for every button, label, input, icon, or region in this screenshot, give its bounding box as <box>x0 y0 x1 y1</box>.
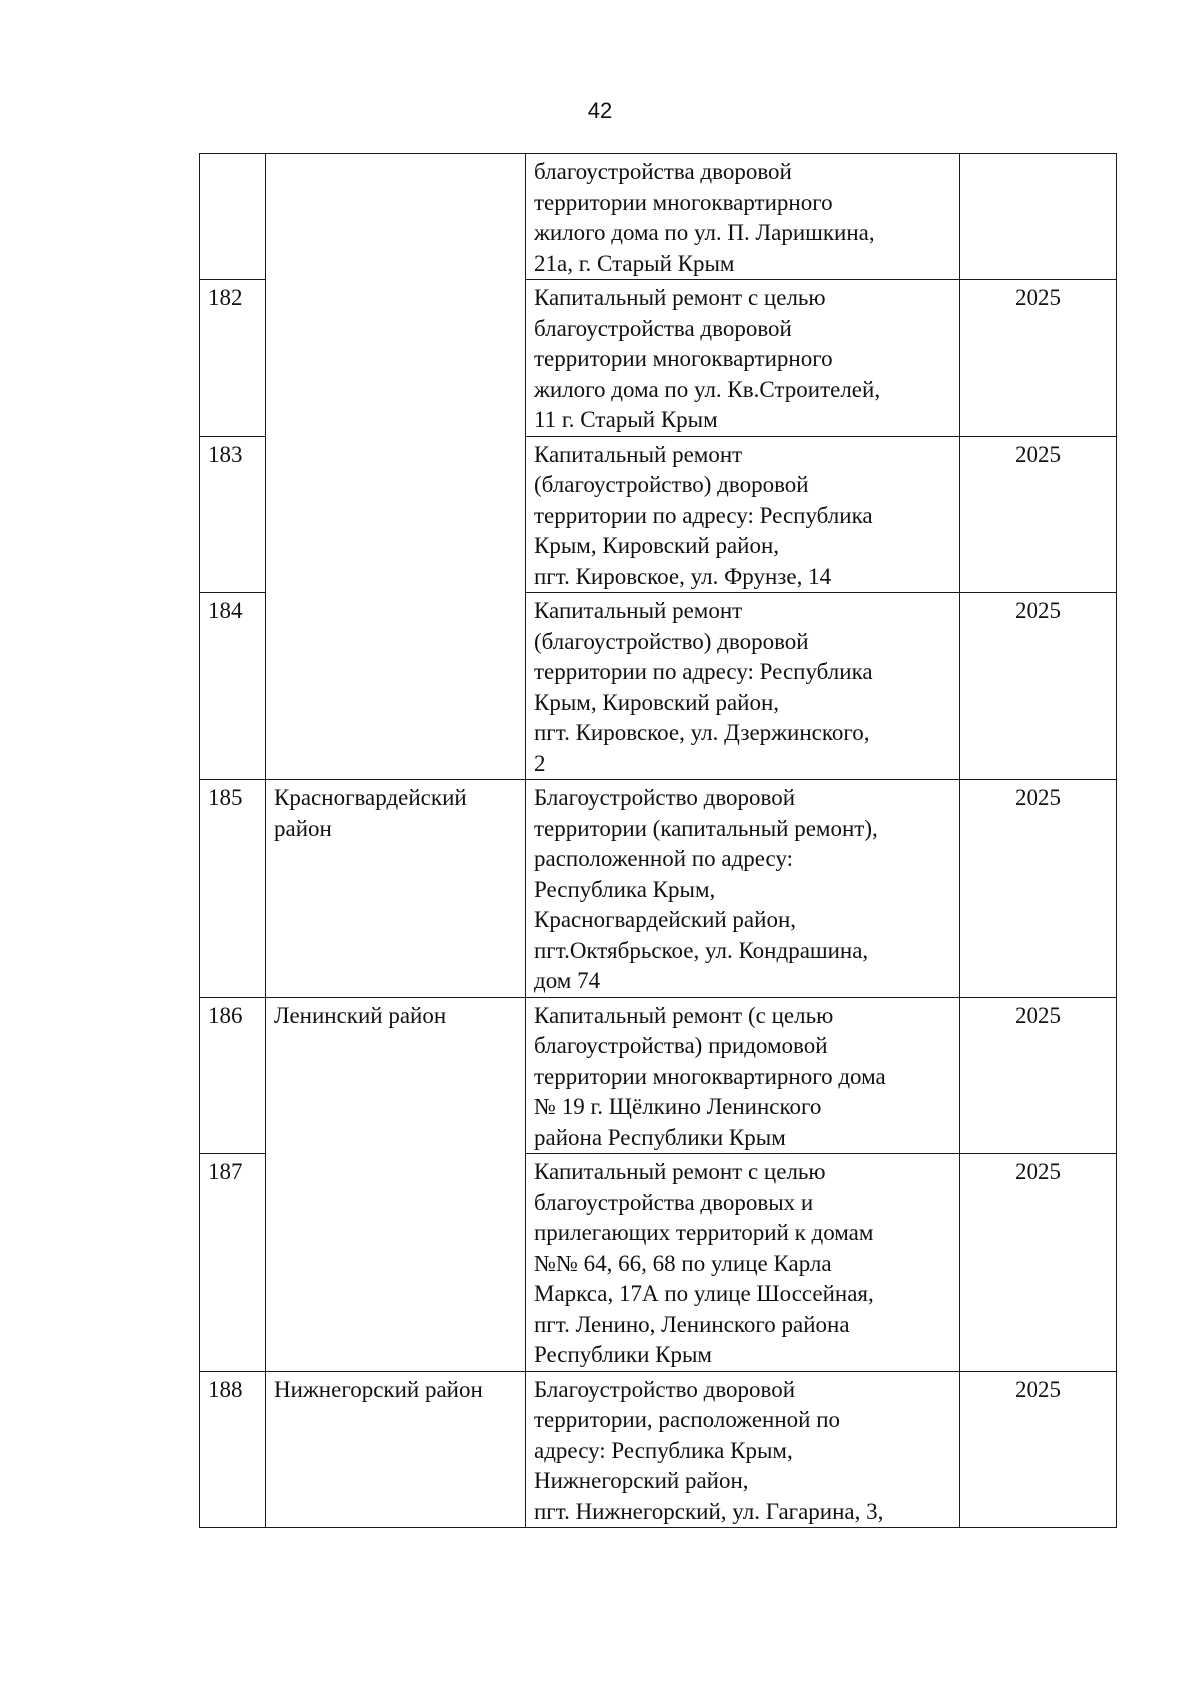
year-cell: 2025 <box>960 1371 1117 1528</box>
description-line: Капитальный ремонт <box>534 441 743 467</box>
description-line: территории (капитальный ремонт), <box>534 815 878 841</box>
description-line: Капитальный ремонт <box>534 598 743 623</box>
description-line: пгт. Ленино, Ленинского района <box>534 1311 850 1337</box>
year-cell: 2025 <box>960 780 1117 998</box>
description-line: дом 74 <box>534 968 601 993</box>
description-line: № 19 г. Щёлкино Ленинского <box>534 1094 822 1119</box>
description-cell <box>526 780 960 998</box>
description-line: Крым, Кировский район, <box>534 689 780 715</box>
year-cell <box>960 154 1117 280</box>
description-line: территории многоквартирного дома <box>534 1063 886 1089</box>
description-line: благоустройства дворовой <box>534 315 792 341</box>
description-line: Нижнегорский район, <box>534 1468 749 1493</box>
table-row <box>200 154 1117 280</box>
description-line: Капитальный ремонт с целью <box>534 1159 826 1184</box>
description-line: Крым, Кировский район, <box>534 533 780 558</box>
year-cell: 2025 <box>960 280 1117 437</box>
description-line: благоустройства) придомовой <box>534 1033 828 1058</box>
description-line: пгт. Нижнегорский, ул. Гагарина, 3, <box>534 1498 884 1524</box>
description-line: №№ 64, 66, 68 по улице Карла <box>534 1250 832 1276</box>
description-line: пгт.Октябрьское, ул. Кондрашина, <box>534 937 869 963</box>
description-line: Благоустройство дворовой <box>534 785 796 810</box>
district-cell: Красногвардейский район <box>266 780 526 998</box>
row-number-cell: 184 <box>200 593 266 780</box>
description-line: района Республики Крым <box>534 1124 786 1150</box>
year-cell: 2025 <box>960 1154 1117 1372</box>
description-cell <box>526 436 960 593</box>
description-cell <box>526 280 960 437</box>
description-line: 11 г. Старый Крым <box>534 407 718 432</box>
district-cell: Нижнегорский район <box>266 1371 526 1528</box>
page-number: 42 <box>587 98 613 123</box>
description-line: территории по адресу: Республика <box>534 659 873 684</box>
row-number-cell: 186 <box>200 997 266 1154</box>
description-line: Республика Крым, <box>534 876 716 902</box>
description-line: Благоустройство дворовой <box>534 1376 796 1402</box>
year-cell: 2025 <box>960 997 1117 1154</box>
description-line: жилого дома по ул. Кв.Строителей, <box>534 376 881 402</box>
description-line: Капитальный ремонт с целью <box>534 285 826 310</box>
year-cell: 2025 <box>960 436 1117 593</box>
description-line: расположенной по адресу: <box>534 846 794 871</box>
row-number-cell <box>200 154 266 280</box>
description-line: пгт. Кировское, ул. Дзержинского, <box>534 720 870 745</box>
description-line: Красногвардейский район, <box>534 907 797 932</box>
description-line: Капитальный ремонт (с целью <box>534 1002 834 1028</box>
row-number-cell: 183 <box>200 436 266 593</box>
row-number-cell: 185 <box>200 780 266 998</box>
description-line: пгт. Кировское, ул. Фрунзе, 14 <box>534 563 832 589</box>
description-cell <box>526 997 960 1154</box>
description-line: прилегающих территорий к домам <box>534 1220 874 1245</box>
description-line: территории многоквартирного <box>534 346 833 371</box>
description-line: жилого дома по ул. П. Ларишкина, <box>534 220 875 245</box>
description-cell <box>526 154 960 280</box>
description-line: благоустройства дворовой <box>534 159 792 184</box>
table-row <box>200 1371 1117 1528</box>
description-line: территории, расположенной по <box>534 1407 841 1432</box>
program-table <box>199 153 1117 1528</box>
description-cell <box>526 1371 960 1528</box>
description-line: Маркса, 17А по улице Шоссейная, <box>534 1281 874 1306</box>
district-cell: Ленинский район <box>266 997 526 1371</box>
description-cell <box>526 1154 960 1372</box>
row-number-cell: 182 <box>200 280 266 437</box>
description-line: (благоустройство) дворовой <box>534 628 809 654</box>
description-line: адресу: Республика Крым, <box>534 1437 793 1463</box>
district-cell <box>266 154 526 780</box>
description-line: 2 <box>534 750 546 776</box>
description-cell <box>526 593 960 780</box>
table-row <box>200 997 1117 1154</box>
description-line: Республики Крым <box>534 1342 712 1367</box>
description-line: территории многоквартирного <box>534 189 833 215</box>
row-number-cell: 187 <box>200 1154 266 1372</box>
row-number-cell: 188 <box>200 1371 266 1528</box>
description-line: территории по адресу: Республика <box>534 502 873 528</box>
table-row <box>200 780 1117 998</box>
year-cell: 2025 <box>960 593 1117 780</box>
description-line: благоустройства дворовых и <box>534 1189 814 1215</box>
description-line: 21а, г. Старый Крым <box>534 250 735 276</box>
description-line: (благоустройство) дворовой <box>534 472 809 497</box>
